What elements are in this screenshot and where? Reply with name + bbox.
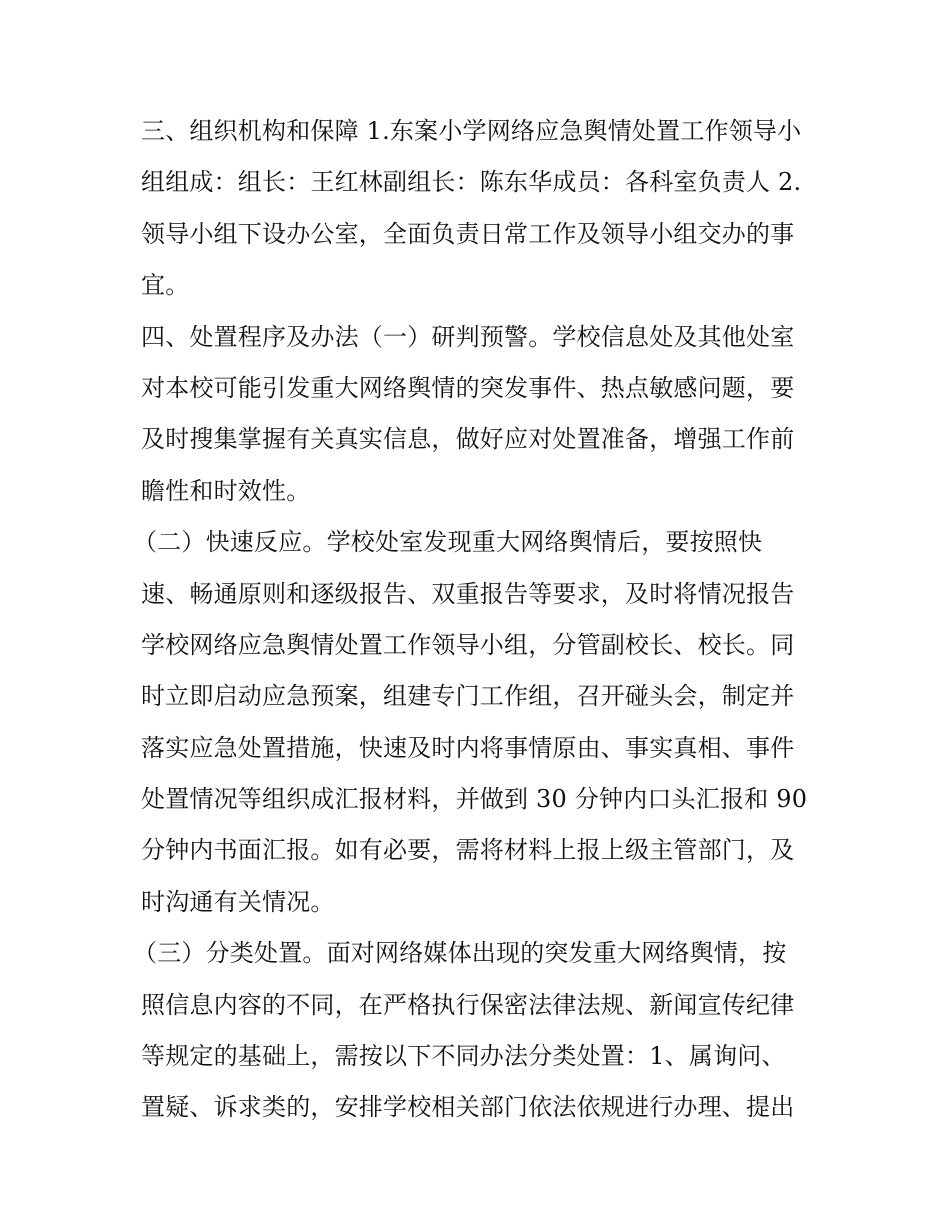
text-line: 学校网络应急舆情处置工作领导小组，分管副校长、校长。同 [141,630,795,659]
text-line: 领导小组下设办公室，全面负责日常工作及领导小组交办的事 [141,219,795,248]
text-line: 三、组织机构和保障 1.东案小学网络应急舆情处置工作领导小 [141,117,802,145]
text-line: 组组成：组长：王红林副组长：陈东华成员：各科室负责人 2. [141,168,802,197]
text-line: 照信息内容的不同，在严格执行保密法律法规、新闻宣传纪律 [141,990,795,1019]
text-line: 速、畅通原则和逐级报告、双重报告等要求，及时将情况报告 [141,579,795,608]
document-body [133,106,811,1134]
text-line: 时立即启动应急预案，组建专门工作组，召开碰头会，制定并 [141,682,795,711]
text-line: 瞻性和时效性。 [141,476,311,505]
text-line: 宜。 [141,271,190,300]
text-line: 分钟内书面汇报。如有必要，需将材料上报上级主管部门，及 [141,836,795,865]
text-line: 处置情况等组织成汇报材料，并做到 30 分钟内口头汇报和 90 [141,785,808,814]
text-line: 对本校可能引发重大网络舆情的突发事件、热点敏感问题，要 [141,373,795,402]
text-line: 落实应急处置措施，快速及时内将事情原由、事实真相、事件 [141,733,795,762]
text-line: （二）快速反应。学校处室发现重大网络舆情后，要按照快 [133,528,763,557]
text-line: 置疑、诉求类的，安排学校相关部门依法依规进行办理、提出 [141,1093,795,1122]
text-line: 时沟通有关情况。 [141,887,335,916]
text-line: 四、处置程序及办法（一）研判预警。学校信息处及其他处室 [141,322,795,351]
text-line: （三）分类处置。面对网络媒体出现的突发重大网络舆情，按 [133,939,787,968]
text-line: 及时搜集掌握有关真实信息，做好应对处置准备，增强工作前 [141,425,795,454]
text-line: 等规定的基础上，需按以下不同办法分类处置：1、属询问、 [141,1042,786,1071]
